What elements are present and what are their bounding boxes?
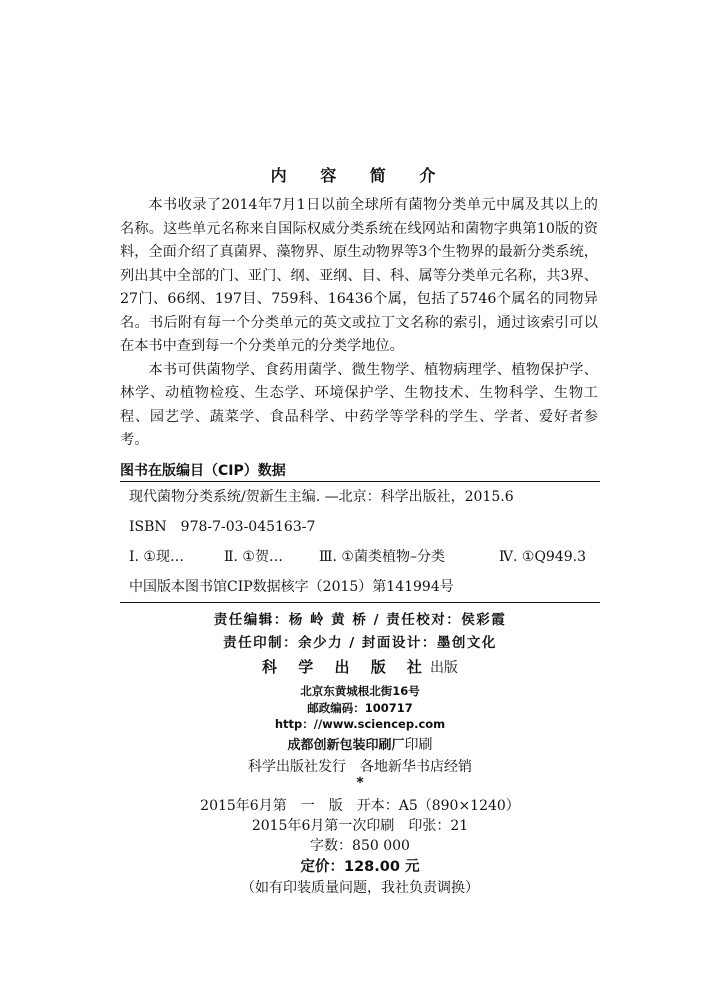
price: 定价：128.00 元 <box>300 859 420 875</box>
publisher-name: 科 学 出 版 社 <box>262 658 430 676</box>
distribution-line: 科学出版社发行 各地新华书店经销 <box>248 759 472 775</box>
publisher-address: 北京东黄城根北街16号 <box>300 684 420 698</box>
intro-text <box>120 194 598 453</box>
cip-record-number: 中国版本图书馆CIP数据核字（2015）第141994号 <box>129 579 454 595</box>
cip-heading: 图书在版编目（CIP）数据 <box>120 463 286 479</box>
publisher-url: http：//www.sciencep.com <box>274 717 446 731</box>
cip-class-3: Ⅲ. ①菌类植物–分类 <box>319 549 445 565</box>
publisher-line <box>0 656 720 677</box>
editor-credits: 责任编辑：杨 岭 黄 桥 / 责任校对：侯彩霞 <box>213 612 507 628</box>
printer-name: 成都创新包装印刷厂 <box>287 738 405 753</box>
edition-line: 2015年6月第 一 版 开本：A5（890×1240） <box>200 798 520 814</box>
cip-class-2: Ⅱ. ①贺… <box>224 549 283 565</box>
publisher-suffix: 出版 <box>429 660 458 676</box>
cip-class-1: Ⅰ. ①现… <box>129 549 184 565</box>
separator-star: * <box>356 775 364 791</box>
printer-line <box>0 734 720 754</box>
intro-paragraph-2: 本书可供菌物学、食药用菌学、微生物学、植物病理学、植物保护学、林学、动植物检疫、生态学、环境保护学、生物技术、生物科学、生物工程、园艺学、蔬菜学、食品科学、中药学等学科的学生、学者、爱好者参考。 <box>120 361 598 448</box>
printer-suffix: 印刷 <box>404 737 433 753</box>
quality-note: （如有印装质量问题，我社负责调换） <box>241 880 479 896</box>
production-credits: 责任印制：余少力 / 封面设计：墨创文化 <box>223 635 497 651</box>
publisher-postcode: 邮政编码：100717 <box>307 701 413 715</box>
cip-class-4: Ⅳ. ①Q949.3 <box>499 549 586 565</box>
page-title: 内 容 简 介 <box>270 166 450 185</box>
cip-classification <box>129 546 586 566</box>
intro-paragraph-1: 本书收录了2014年7月1日以前全球所有菌物分类单元中属及其以上的名称。这些单元名称来自国际权威分类系统在线网站和菌物字典第10版的资料，全面介绍了真菌界、藻物界、原生动物界等3个生物界的最新分类系统，列出其中全部的门、亚门、纲、亚纲、目、科、属等分类单元名称，共3界、27门、66纲、197目、759科、16436个属，包括了5746个属名的同物异名。书后附有每一个分类单元的英文或拉丁文名称的索引，通过该索引可以在本书中查到每一个分类单元的分类学地位。 <box>120 197 598 354</box>
printing-line: 2015年6月第一次印刷 印张：21 <box>251 818 469 834</box>
word-count: 字数：850 000 <box>310 838 410 854</box>
cip-box <box>120 481 600 603</box>
cip-title-line: 现代菌物分类系统/贺新生主编. —北京：科学出版社，2015.6 <box>129 489 514 505</box>
cip-isbn: ISBN 978-7-03-045163-7 <box>129 519 316 535</box>
